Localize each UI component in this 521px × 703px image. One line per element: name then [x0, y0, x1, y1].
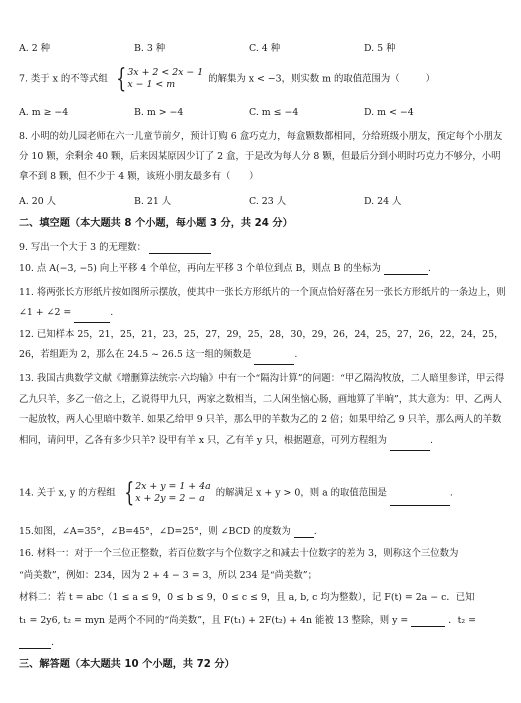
q10-text: 10. 点 A(−3, −5) 向上平移 4 个单位，再向左平移 3 个单位到点 B，则点 B 的坐标为	[19, 263, 381, 274]
q16-line2: “尚美数”，例如：234，因为 2 + 4 − 3 = 3，所以 234 是“尚美数”；	[19, 570, 317, 581]
q11-period: .	[110, 307, 114, 318]
q14-sys-line2: x + 2y = 2 − a	[135, 493, 205, 504]
q13-stem	[19, 369, 507, 451]
q8-options	[19, 195, 507, 208]
q15-answer-blank[interactable]	[294, 527, 314, 538]
q16-line4-text: t₁ = 2y6, t₂ = myn 是两个不同的“尚美数”，且 F(t₁) + 2F(t₂) + 4n 能被 13 整除，则 y =	[19, 615, 409, 626]
q14-equation-system: { 2x + y = 1 + 4a x + 2y = 2 − a	[123, 478, 211, 508]
q6-options	[19, 42, 507, 55]
q14-post: 的解满足 x + y > 0，则 a 的取值范围是	[215, 487, 387, 499]
q16-y-answer-blank[interactable]	[411, 616, 445, 627]
q14-period: .	[449, 487, 453, 499]
q6-option-d: D. 5 种	[364, 43, 396, 54]
q8-option-d: D. 24 人	[364, 196, 402, 207]
q8-option-a: A. 20 人	[19, 196, 57, 207]
q14-pre: 14. 关于 x, y 的方程组	[19, 487, 116, 499]
q13-answer-blank[interactable]	[390, 440, 430, 451]
q7-pre: 7. 类于 x 的不等式组	[19, 73, 108, 85]
q8-option-c: C. 23 人	[249, 196, 287, 207]
q7-stem	[19, 66, 507, 92]
q6-option-a: A. 2 种	[19, 43, 51, 54]
q12-stem	[19, 325, 507, 365]
q7-option-c: C. m ≤ −4	[249, 107, 299, 118]
q11-text: 11. 将两张长方形纸片按如图所示摆放，使其中一张长方形纸片的一个顶点恰好落在另一张长方形纸片的一条边上，则 ∠1 + ∠2 =	[19, 287, 506, 318]
q14-stem	[19, 480, 507, 506]
q7-options	[19, 106, 507, 119]
q16-t2-answer-blank[interactable]	[19, 638, 51, 649]
q14-answer-blank[interactable]	[390, 495, 450, 506]
q15-text: 15.如图，∠A=35°，∠B=45°，∠D=25°，则 ∠BCD 的度数为	[19, 526, 291, 537]
q7-sys-line2: x − 1 < m	[127, 79, 176, 90]
q7-inequality-system: { 3x + 2 < 2x − 1 x − 1 < m	[116, 64, 204, 94]
q7-option-b: B. m > −4	[134, 107, 184, 118]
q8-option-b: B. 21 人	[134, 196, 172, 207]
q13-text: 13. 我国古典数学文献《增删算法统宗·六均输》中有一个“隔沟计算”的问题：“甲乙隔沟牧放，二人暗里参详，甲云得乙九只羊，多乙一倍之上，乙说得甲九只，两家之数相当，二人闲坐恼心肠，画地算了半晌”，其大意为：甲、乙两人一起放牧，两人心里暗中数羊. 如果乙给甲 9 只羊，那么甲的羊数为乙的 2 倍；如果甲给乙 9 只羊，那么两人的羊数相同，请问甲，乙各有多少只羊? 设甲有羊 x 只，乙有羊 y 只，根据题意，可列方程组为	[19, 373, 505, 446]
q11-stem	[19, 283, 507, 323]
q9-answer-blank[interactable]	[149, 243, 211, 254]
q16-t2-label: ．t₂ =	[448, 615, 477, 626]
q11-answer-blank[interactable]	[74, 312, 110, 323]
section-3-heading: 三、解答题（本大题共 10 个小题，共 72 分）	[19, 659, 235, 670]
q15-period: .	[313, 526, 317, 537]
q7-sys-line1: 3x + 2 < 2x − 1	[127, 67, 204, 78]
q6-option-b: B. 3 种	[134, 43, 166, 54]
q7-close-paren: ）	[425, 73, 435, 85]
q9-stem	[19, 241, 507, 254]
q10-period: .	[427, 263, 431, 274]
q16-line4	[19, 614, 507, 627]
q6-option-c: C. 4 种	[249, 43, 281, 54]
q8-stem: 8. 小明的幼儿园老师在六一儿童节前夕，预计订购 6 盒巧克力，每盒颗数都相同，分给班级小朋友，预定每个小朋友分 10 颗，余剩余 40 颗，后来因某原因少订了 2 盒，于是改为每人分 8 颗，但最后分到小明时巧克力不够分，小明拿不到 8 颗，但不少于 4 颗，该班小朋友最多有（ ）	[19, 131, 503, 182]
q12-period: .	[294, 349, 298, 360]
q14-sys-line1: 2x + y = 1 + 4a	[135, 481, 211, 492]
q9-text: 9. 写出一个大于 3 的无理数：	[19, 242, 146, 253]
q16-line5	[19, 636, 507, 649]
q12-answer-blank[interactable]	[254, 354, 294, 365]
q12-text: 12. 已知样本 25，21，25，21，23，25，27，29，25，28，30，29，26，24，25，27，26，22，24，25，26，若组距为 2，那么在 24.5 ~ 26.5 这一组的频数是	[19, 329, 504, 360]
q16-line1: 16. 材料一：对于一个三位正整数，若百位数字与个位数字之和减去十位数字的差为 3，则称这个三位数为	[19, 548, 459, 559]
q13-period: .	[430, 434, 433, 446]
q7-post: 的解集为 x < −3，则实数 m 的取值范围为（	[208, 73, 400, 85]
q10-stem	[19, 262, 507, 275]
q10-answer-blank[interactable]	[384, 264, 428, 275]
q7-option-a: A. m ≥ −4	[19, 107, 69, 118]
q15-stem	[19, 525, 507, 538]
q7-option-d: D. m < −4	[364, 107, 414, 118]
q16-line3: 材料二：若 t = abc（1 ≤ a ≤ 9，0 ≤ b ≤ 9，0 ≤ c ≤ 9，且 a, b, c 均为整数），记 F(t) = 2a − c．已知	[19, 592, 475, 603]
section-2-heading: 二、填空题（本大题共 8 个小题，每小题 3 分，共 24 分）	[19, 218, 293, 229]
q16-period: .	[51, 637, 54, 648]
